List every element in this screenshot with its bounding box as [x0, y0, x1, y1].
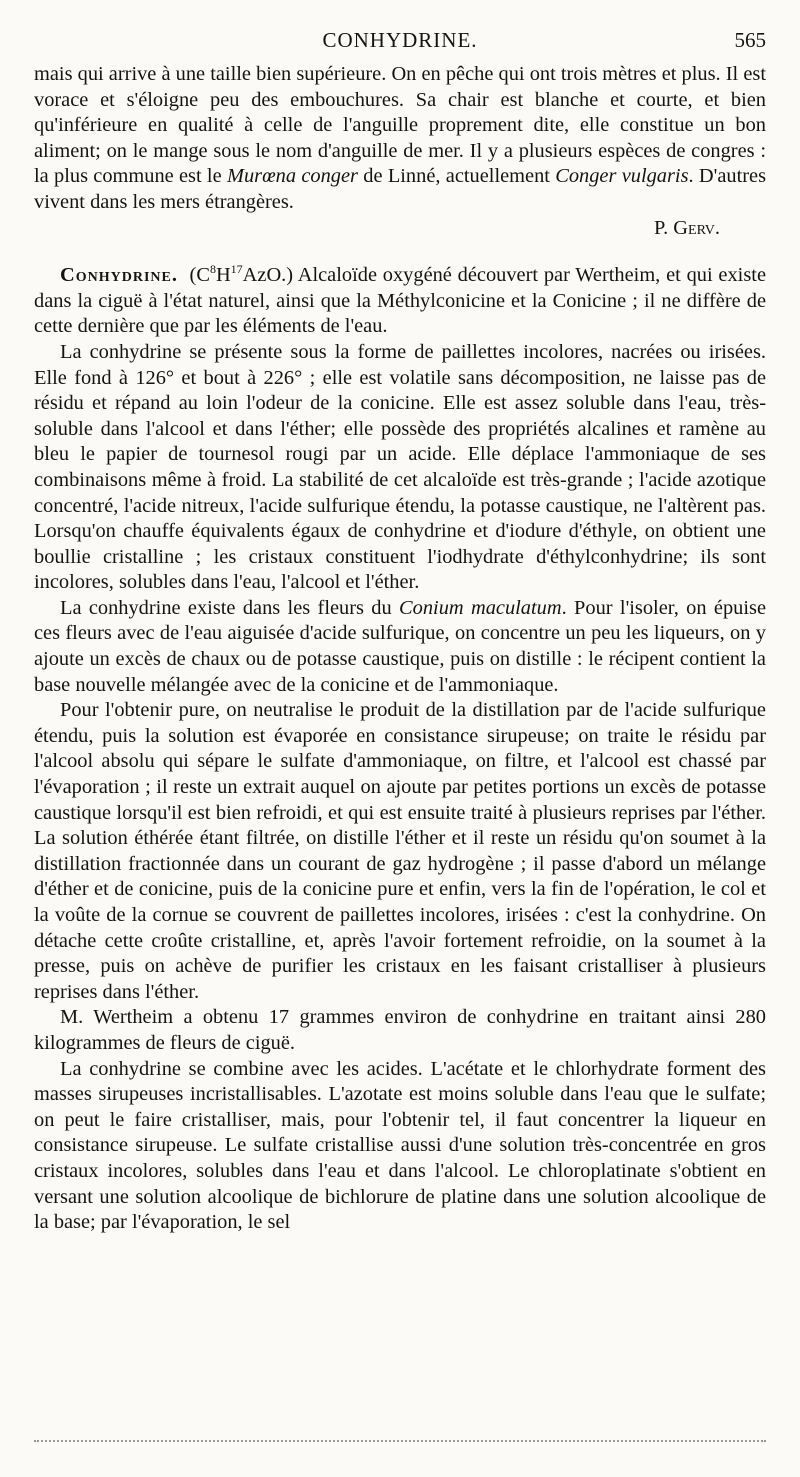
prev-text-1: mais qui arrive à une taille bien supérieure. On en pêche qui ont trois mètres et plus. Il est vorace et s'éloigne peu des embouchures. Sa chair est blanche et courte, et bien qu'inférieure en qualité à celle de l'anguille proprement dite, elle constitue un bon aliment; on le mange sous le nom d'anguille de mer. Il y a plusieurs espèces de congres : la plus commune est le: [34, 63, 766, 188]
paragraph-yield: M. Wertheim a obtenu 17 grammes environ de conhydrine en traitant ainsi 280 kilogrammes de fleurs de ciguë.: [34, 1006, 766, 1054]
prev-text-2: de Linné, actuellement: [357, 165, 556, 188]
para-text: La conhydrine existe dans les fleurs du: [60, 596, 400, 619]
article-headword: Conhydrine.: [60, 264, 178, 287]
formula-part: H: [215, 264, 231, 287]
article-intro: [34, 263, 766, 340]
formula-superscript: 17: [230, 262, 243, 277]
species-name: Conger vulgaris: [555, 165, 689, 188]
running-title: CONHYDRINE.: [322, 28, 478, 52]
previous-article-ending: [34, 62, 766, 216]
formula-part: AzO.): [242, 264, 294, 287]
body-text: [34, 62, 766, 1236]
prev-text-3: . D'autres vivent dans les mers étrangères.: [34, 165, 767, 213]
paragraph-salts: La conhydrine se combine avec les acides. L'acétate et le chlorhydrate forment des masses sirupeuses incristallisables. L'azotate est moins soluble dans l'eau que le sulfate; on peut le faire cristalliser, mais, pour l'obtenir tel, il faut concentrer la liqueur en consistance sirupeuse. Le sulfate cristallise aussi d'une solution très-concentrée en gros cristaux incolores, solubles dans l'eau et dans l'alcool. Le chloroplatinate s'obtient en versant une solution alcoolique de bichlorure de platine dans une solution alcoolique de la base; par l'évaporation, le sel: [34, 1057, 766, 1234]
species-name: Murœna conger: [226, 165, 358, 188]
page-number: 565: [734, 28, 766, 52]
signature-initial: P.: [654, 216, 674, 239]
signature-name: Gerv.: [673, 216, 720, 239]
paragraph-purification: Pour l'obtenir pure, on neutralise le produit de la distillation par de l'acide sulfurique étendu, puis la solution est évaporée en consistance sirupeuse; on traite le résidu par l'alcool absolu qui sépare le sulfate d'ammoniaque, on filtre, et l'alcool est chassé par l'évaporation ; il reste un extrait auquel on ajoute par petites portions un excès de potasse caustique lorsqu'il est bien refroidi, et qui est ensuite traité à plusieurs reprises par l'éther. La solution éthérée étant filtrée, on distille l'éther et il reste un résidu qu'on soumet à la distillation fractionnée dans un courant de gaz hydrogène ; il passe d'abord un mélange d'éther et de conicine, puis de la conicine pure et enfin, vers la fin de l'opération, le col et la voûte de la cornue se couvrent de paillettes incolores, irisées : c'est la conhydrine. On détache cette croûte cristalline, et, après l'avoir fortement refroidie, on la soumet à la presse, puis on achève de purifier les cristaux en les faisant cristalliser à plusieurs reprises dans l'éther.: [34, 699, 766, 1003]
intro-text: Alcaloïde oxygéné découvert par Wertheim, et qui existe dans la ciguë à l'état naturel, ainsi que la Méthylconicine et la Conicine ; il ne diffère de cette dernière que par les éléments de l'eau.: [34, 264, 766, 338]
paragraph-isolation: [34, 596, 766, 698]
para-text: . Pour l'isoler, on épuise ces fleurs avec de l'eau aiguisée d'acide sulfurique, on concentre un peu les liqueurs, on y ajoute un excès de chaux ou de potasse caustique, puis on distille : le récipent contient la base nouvelle mélangée avec de la conicine et de l'ammoniaque.: [34, 596, 766, 696]
author-signature: [34, 216, 766, 242]
running-head: [0, 20, 800, 60]
species-name: Conium maculatum: [399, 596, 562, 619]
formula-part: (C: [189, 264, 210, 287]
chemical-formula: [190, 264, 294, 286]
page-bottom-edge: [34, 1440, 766, 1446]
formula-superscript: 8: [209, 262, 216, 277]
paragraph-properties: La conhydrine se présente sous la forme de paillettes incolores, nacrées ou irisées. Elle fond à 126° et bout à 226° ; elle est volatile sans décomposition, ne laisse pas de résidu et répand au loin l'odeur de la conicine. Elle est assez soluble dans l'eau, très-soluble dans l'alcool et dans l'éther; elle possède des propriétés alcalines et ramène au bleu le papier de tournesol rougi par un acide. Elle déplace l'ammoniaque de ses combinaisons même à froid. La stabilité de cet alcaloïde est très-grande ; l'acide azotique concentré, l'acide nitreux, l'acide sulfurique étendu, la potasse caustique, ne l'altèrent pas. Lorsqu'on chauffe équivalents égaux de conhydrine et d'iodure d'éthyle, on obtient une boullie cristalline ; les cristaux constituent l'iodhydrate d'éthylconhydrine; ils sont incolores, solubles dans l'eau, l'alcool et l'éther.: [34, 340, 766, 594]
